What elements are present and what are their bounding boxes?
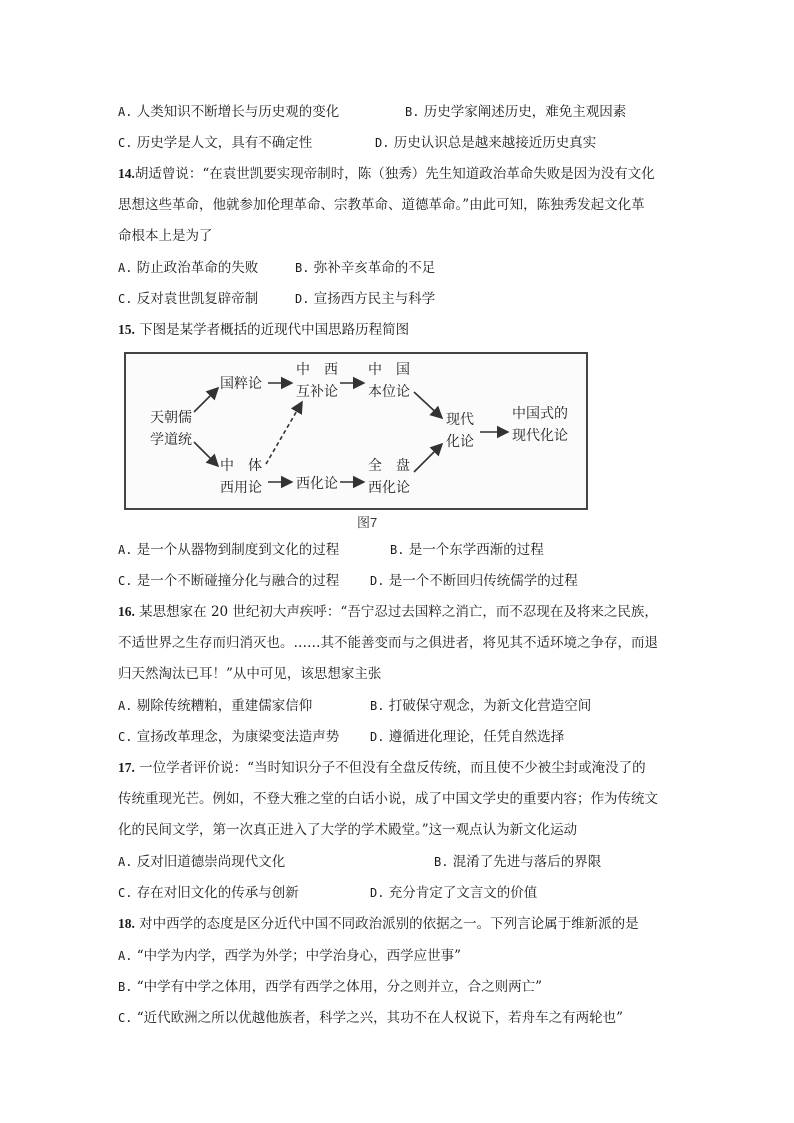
node-zhongti-line1: 中 体 — [220, 459, 262, 474]
q16-stem-line2: 不适世界之生存而归消灭也。……其不能善变而与之俱进者，将见其不适环境之争存，而退 — [118, 635, 658, 651]
node-xiandai-line2: 化论 — [446, 435, 474, 450]
q16-option-a: A. 剔除传统糟粕，重建儒家信仰 — [118, 698, 313, 714]
q15-option-b: B. 是一个东学西渐的过程 — [390, 542, 544, 558]
q13-option-d: D. 历史认识总是越来越接近历史真实 — [375, 135, 597, 151]
q14-option-b: B. 弥补辛亥革命的不足 — [295, 260, 436, 276]
node-zhongguo-line2: 本位论 — [368, 385, 410, 400]
node-tianchao-line2: 学道统 — [150, 433, 192, 448]
figure-caption: 图7 — [357, 515, 378, 530]
q15-option-d: D. 是一个不断回归传统儒学的过程 — [370, 573, 578, 589]
q17-option-c: C. 存在对旧文化的传承与创新 — [118, 885, 299, 901]
q17-stem-line3: 化的民间文学，第一次真正进入了大学的学术殿堂。”这一观点认为新文化运动 — [118, 822, 578, 838]
thought-history-diagram — [124, 352, 588, 512]
q14-option-c: C. 反对袁世凯复辟帝制 — [118, 291, 259, 307]
node-guocui: 国粹论 — [220, 377, 262, 392]
q13-option-c: C. 历史学是人文，具有不确定性 — [118, 135, 313, 151]
q16-option-c: C. 宣扬改革理念，为康梁变法造声势 — [118, 729, 340, 745]
q13-option-a: A. 人类知识不断增长与历史观的变化 — [118, 104, 340, 120]
q18-option-c: C. “近代欧洲之所以优越他族者，科学之兴，其功不在人权说下，若舟车之有两轮也” — [118, 1010, 624, 1026]
q15-option-a: A. 是一个从器物到制度到文化的过程 — [118, 542, 340, 558]
node-zhongxi-line2: 互补论 — [296, 385, 338, 400]
node-zhongxi-line1: 中 西 — [296, 363, 338, 378]
q17-option-d: D. 充分肯定了文言文的价值 — [370, 885, 538, 901]
q16-option-d: D. 遵循进化理论，任凭自然选择 — [370, 729, 565, 745]
q18-option-b: B. “中学有中学之体用，西学有西学之体用，分之则并立，合之则两亡” — [118, 979, 543, 995]
node-zhongguoshi-line2: 现代化论 — [512, 429, 568, 444]
q16-option-b: B. 打破保守观念，为新文化营造空间 — [370, 698, 592, 714]
node-quanpan-line2: 西化论 — [368, 481, 410, 496]
node-tianchao-line1: 天朝儒 — [150, 411, 192, 426]
q16-stem-line3: 归天然淘汰已耳！”从中可见，该思想家主张 — [118, 666, 382, 682]
node-xihua: 西化论 — [296, 477, 338, 492]
node-quanpan-line1: 全 盘 — [368, 459, 410, 474]
node-xiandai-line1: 现代 — [446, 413, 474, 428]
node-zhongguoshi-line1: 中国式的 — [512, 407, 568, 422]
q14-option-d: D. 宣扬西方民主与科学 — [295, 291, 436, 307]
node-zhongti-line2: 西用论 — [220, 481, 262, 496]
node-zhongguo-line1: 中 国 — [368, 363, 410, 378]
q16-stem-line1: 16. 某思想家在 20 世纪初大声疾呼：“吾宁忍过去国粹之消亡，而不忍现在及将来之民族， — [118, 604, 658, 620]
q17-stem-line1: 17. 一位学者评价说：“当时知识分子不但没有全盘反传统，而且使不少被尘封或淹没了的 — [118, 760, 646, 776]
q13-option-b: B. 历史学家阐述历史，难免主观因素 — [405, 104, 627, 120]
q14-stem-line2: 思想这些革命，他就参加伦理革命、宗教革命、道德革命。”由此可知，陈独秀发起文化革 — [118, 197, 645, 213]
q14-option-a: A. 防止政治革命的失败 — [118, 260, 259, 276]
q17-option-b: B. 混淆了先进与落后的界限 — [434, 854, 602, 870]
q17-stem-line2: 传统重现光芒。例如，不登大雅之堂的白话小说，成了中国文学史的重要内容；作为传统文 — [118, 791, 658, 807]
q18-option-a: A. “中学为内学，西学为外学；中学治身心，西学应世事” — [118, 948, 462, 964]
q15-option-c: C. 是一个不断碰撞分化与融合的过程 — [118, 573, 340, 589]
q14-stem-line1: 14.胡适曾说：“在袁世凯要实现帝制时，陈（独秀）先生知道政治革命失败是因为没有文化 — [118, 166, 655, 182]
q17-option-a: A. 反对旧道德崇尚现代文化 — [118, 854, 286, 870]
q15-stem: 15. 下图是某学者概括的近现代中国思路历程简图 — [118, 322, 410, 338]
q18-stem: 18. 对中西学的态度是区分近代中国不同政治派别的依据之一。下列言论属于维新派的是 — [118, 916, 639, 932]
q14-stem-line3: 命根本上是为了 — [118, 228, 213, 244]
